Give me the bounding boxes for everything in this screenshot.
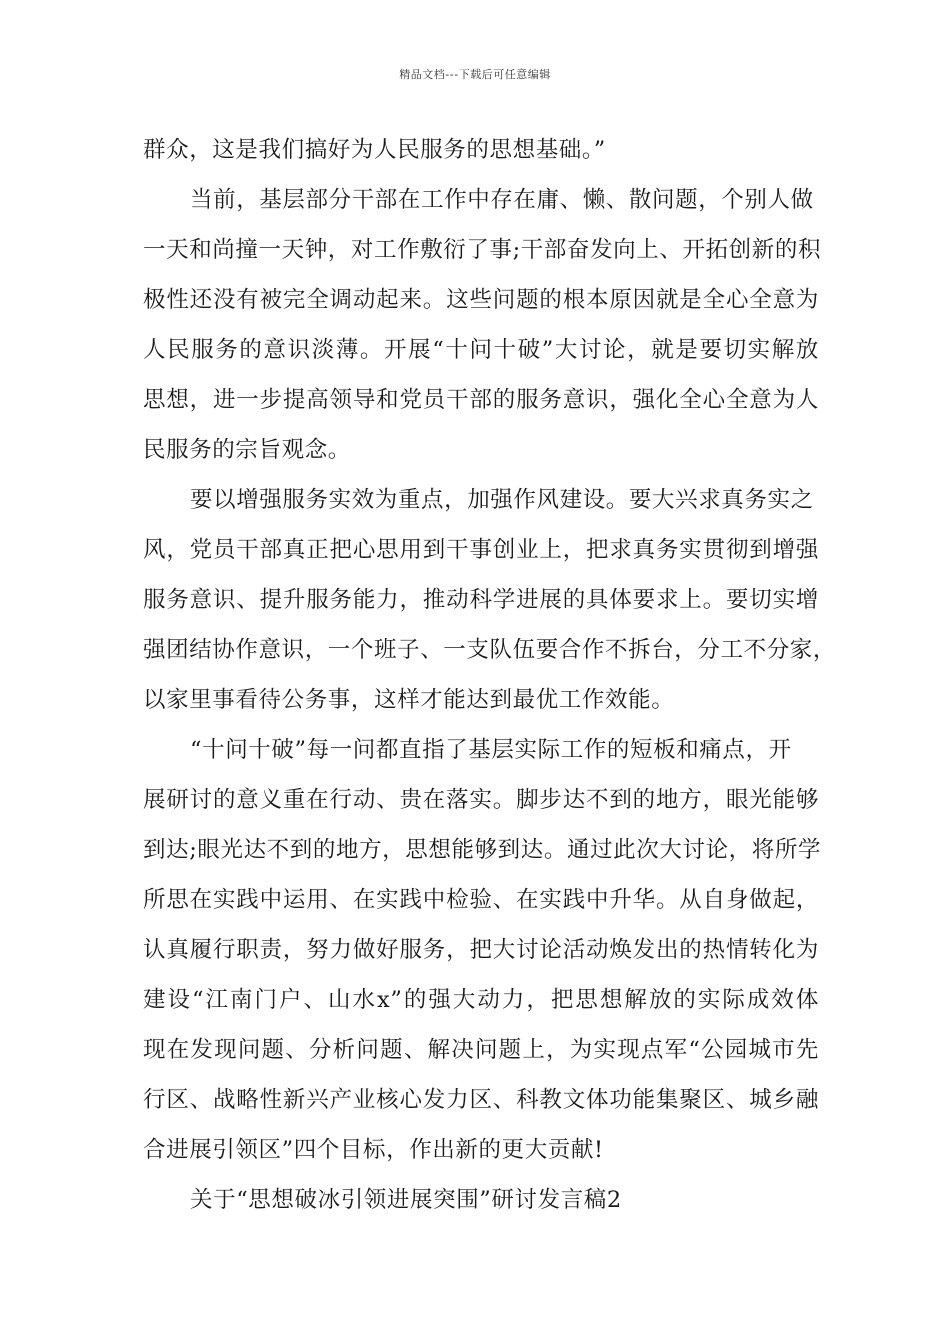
text-line: 合进展引领区”四个目标，作出新的更大贡献! xyxy=(143,1137,604,1163)
text-line: 所思在实践中运用、在实践中检验、在实践中升华。从自身做起， xyxy=(143,887,819,913)
text-line: 认真履行职责，努力做好服务，把大讨论活动焕发出的热情转化为 xyxy=(143,937,819,963)
text-line: 民服务的宗旨观念。 xyxy=(143,437,351,463)
text-line: 以家里事看待公务事，这样才能达到最优工作效能。 xyxy=(143,687,675,713)
paragraph-first-line: 要以增强服务实效为重点，加强作风建设。要大兴求真务实之 xyxy=(190,487,814,513)
text-line: 到达;眼光达不到的地方，思想能够到达。通过此次大讨论，将所学 xyxy=(143,837,822,863)
text-line: 群众，这是我们搞好为人民服务的思想基础。” xyxy=(143,137,606,163)
text-line: 极性还没有被完全调动起来。这些问题的根本原因就是全心全意为 xyxy=(143,287,819,313)
paragraph-first-line: “十问十破”每一问都直指了基层实际工作的短板和痛点，开 xyxy=(190,737,792,763)
text-line: 现在发现问题、分析问题、解决问题上，为实现点军“公园城市先 xyxy=(143,1037,819,1063)
text-line: 行区、战略性新兴产业核心发力区、科教文体功能集聚区、城乡融 xyxy=(143,1087,819,1113)
text-line: 展研讨的意义重在行动、贵在落实。脚步达不到的地方，眼光能够 xyxy=(143,787,819,813)
section-title: 关于“思想破冰引领进展突围”研讨发言稿2 xyxy=(190,1187,622,1213)
text-line: 思想，进一步提高领导和党员干部的服务意识，强化全心全意为人 xyxy=(143,387,819,413)
page-header: 精品文档---下载后可任意编辑 xyxy=(399,68,551,81)
text-line: 服务意识、提升服务能力，推动科学进展的具体要求上。要切实增 xyxy=(143,587,819,613)
text-line: 建设“江南门户、山水x”的强大动力，把思想解放的实际成效体 xyxy=(143,987,819,1013)
text-line: 人民服务的意识淡薄。开展“十问十破”大讨论，就是要切实解放 xyxy=(143,337,819,363)
paragraph-first-line: 当前，基层部分干部在工作中存在庸、懒、散问题，个别人做 xyxy=(190,187,814,213)
text-line: 风，党员干部真正把心思用到干事创业上，把求真务实贯彻到增强 xyxy=(143,537,819,563)
text-line: 一天和尚撞一天钟，对工作敷衍了事;干部奋发向上、开拓创新的积 xyxy=(143,237,822,263)
text-line: 强团结协作意识，一个班子、一支队伍要合作不拆台，分工不分家， xyxy=(143,637,837,663)
